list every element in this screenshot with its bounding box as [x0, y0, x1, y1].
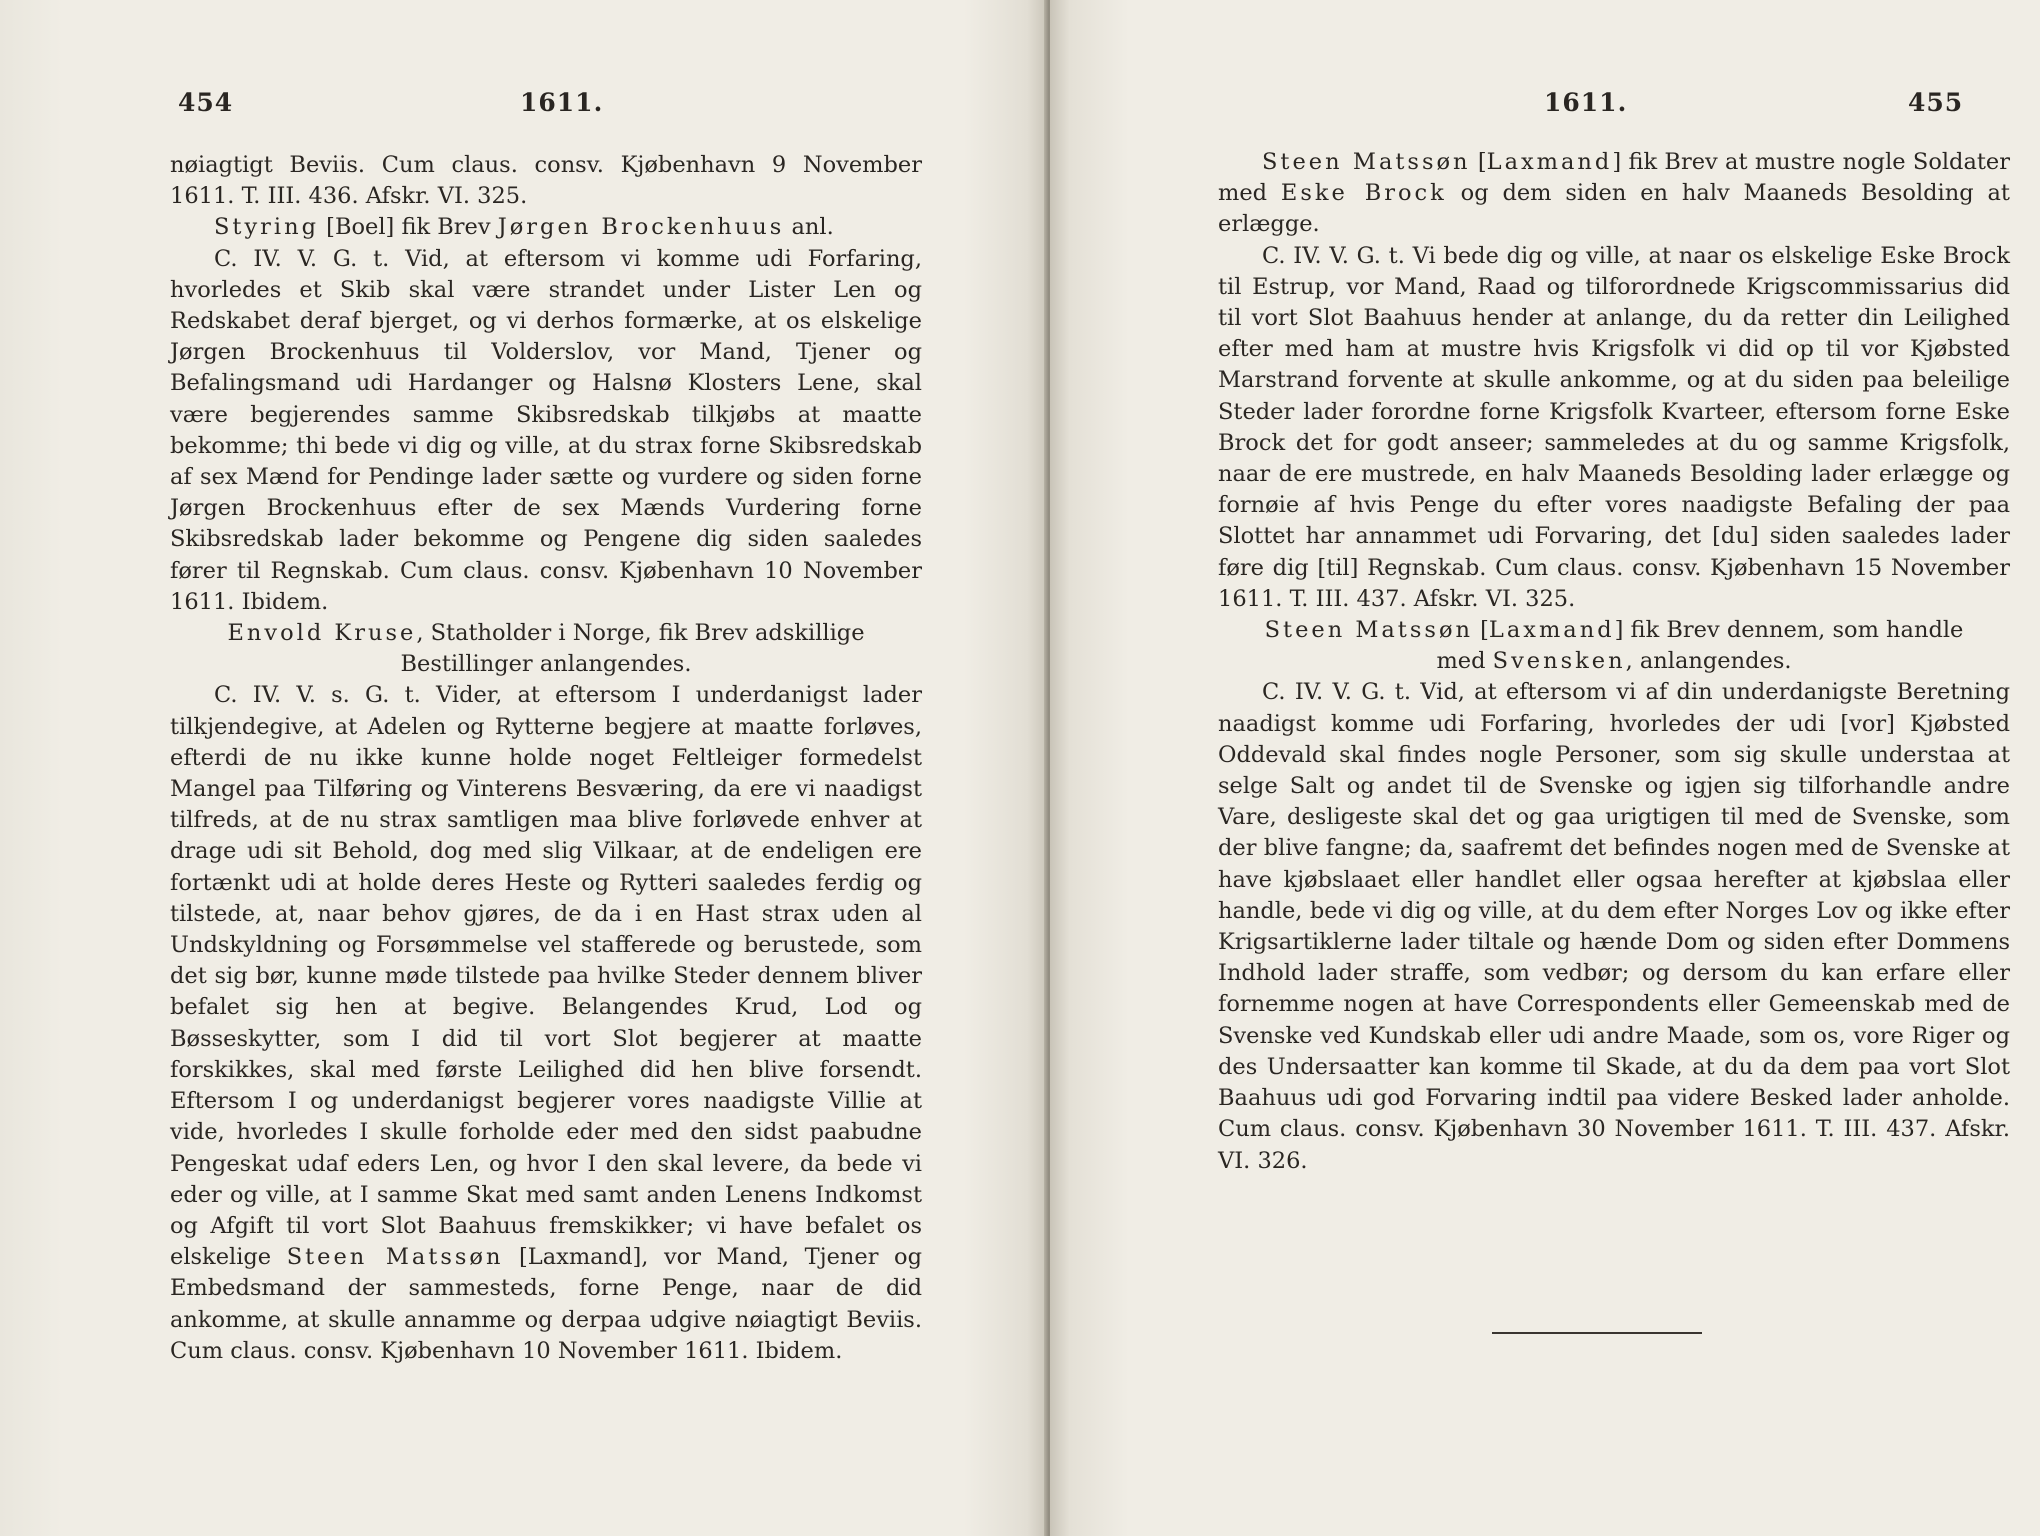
- entry-heading: Steen Matssøn [Laxmand] fik Brev dennem, som handle med Svensken, anlangendes.: [1264, 617, 1964, 675]
- right-page-text: [1218, 147, 2010, 1177]
- continuation-paragraph: nøiagtigt Beviis. Cum claus. consv. Kjøbenhavn 9 November 1611. T. III. 436. Afskr. VI. 325.: [170, 152, 922, 210]
- left-page-text: [170, 150, 922, 1367]
- entry-body: C. IV. V. G. t. Vid, at eftersom vi af din underdanigste Beretning naadigst komme udi Forfaring, hvorledes der udi [vor] Kjøbsted Oddevald skal findes nogle Personer, som sig skulle understaa at selge Salt og andet til de Svenske og igjen sig tilforhandle andre Vare, desligeste skal det og gaa urigtigen til med de Svenske, som der blive fangne; da, saafremt det befindes nogen med de Svenske at have kjøbslaaet eller handlet eller ogsaa herefter at kjøbslaa eller handle, bede vi dig og ville, at du dem efter Norges Lov og ikke efter Krigsartiklerne lader tiltale og hænde Dom og siden efter Dommens Indhold lader straffe, som vedbør; og dersom du kan erfare eller fornemme nogen at have Correspondents eller Gemeenskab med de Svenske ved Kundskab eller udi andre Maade, som os, vore Riger og des Undersaatter kan komme til Skade, at du da dem paa vort Slot Baahuus udi god Forvaring indtil paa videre Besked lader anholde. Cum claus. consv. Kjøbenhavn 30 November 1611. T. III. 437. Afskr. VI. 326.: [1218, 679, 2010, 1174]
- running-year-right: 1611.: [1544, 88, 1628, 117]
- entry-name: Steen Matssøn: [286, 1244, 504, 1271]
- running-year-left: 1611.: [520, 88, 604, 117]
- entry-name: Envold Kruse: [227, 620, 417, 647]
- entry-name: Eske Brock: [1280, 180, 1447, 207]
- page-number-right: 455: [1908, 88, 1964, 117]
- entry-heading: Steen Matssøn [Laxmand] fik Brev at mustre nogle Soldater med Eske Brock og dem siden en halv Maaneds Besolding at erlægge.: [1218, 149, 2010, 238]
- entry-name: Steen Matssøn: [1262, 149, 1471, 175]
- right-page: [1050, 0, 2040, 1536]
- entry-name: Svensken: [1492, 648, 1626, 675]
- entry-name: Styring: [214, 214, 320, 241]
- entry-body: C. IV. V. G. t. Vid, at eftersom vi komme udi Forfaring, hvorledes et Skib skal være strandet under Lister Len og Redskabet deraf bjerget, og vi derhos formærke, at os elskelige Jørgen Brockenhuus til Volderslov, vor Mand, Tjener og Befalingsmand udi Hardanger og Halsnø Klosters Lene, skal være begjerendes samme Skibsredskab tilkjøbs at maatte bekomme; thi bede vi dig og ville, at du strax forne Skibsredskab af sex Mænd for Pendinge lader sætte og vurdere og siden forne Jørgen Brockenhuus efter de sex Mænds Vurdering forne Skibsredskab lader bekomme og Pengene dig siden saaledes fører til Regnskab. Cum claus. consv. Kjøbenhavn 10 November 1611. Ibidem.: [170, 245, 922, 615]
- entry-body: C. IV. V. s. G. t. Vider, at eftersom I underdanigst lader tilkjendegive, at Adelen og Rytterne begjere at maatte forløves, efterdi de nu ikke kunne holde noget Feltleiger formedelst Mangel paa Tilføring og Vinterens Besværing, da ere vi naadigst tilfreds, at de nu strax samtligen maa blive forløvede enhver at drage udi sit Behold, dog med slig Vilkaar, at de endeligen ere fortænkt udi at holde deres Heste og Rytteri saaledes ferdig og tilstede, at, naar behov gjøres, de da i en Hast strax uden al Undskyldning og Forsømmelse vel stafferede og berustede, som det sig bør, kunne møde tilstede paa hvilke Steder dennem bliver befalet sig hen at begive. Belangendes Krud, Lod og Bøsseskytter, som I did til vort Slot begjerer at maatte forskikkes, skal med første Leilighed did hen blive forsendt. Eftersom I og underdanigst begjerer vores naadigste Villie at vide, hvorledes I skulle forholde eder med den sidst paabudne Pengeskat udaf eders Len, og hvor I den skal levere, da bede vi eder og ville, at I samme Skat med samt anden Lenens Indkomst og Afgift til vort Slot Baahuus fremskikker; vi have befalet os elskelige Steen Matssøn [Laxmand], vor Mand, Tjener og Embedsmand der sammesteds, forne Penge, naar de did ankomme, at skulle annamme og derpaa udgive nøiagtigt Beviis. Cum claus. consv. Kjøbenhavn 10 November 1611. Ibidem.: [170, 682, 922, 1364]
- entry-heading: Envold Kruse, Statholder i Norge, fik Brev adskillige Bestillinger anlangendes.: [227, 620, 865, 678]
- page-number-left: 454: [178, 88, 234, 117]
- entry-name: Steen Matssøn: [1264, 617, 1473, 644]
- entry-body: C. IV. V. G. t. Vi bede dig og ville, at naar os elskelige Eske Brock til Estrup, vor Mand, Raad og tilforordnede Krigscommissarius did til vort Slot Baahuus hender at anlange, du da retter din Leilighed efter med ham at mustre hvis Krigsfolk vi did op til vor Kjøbsted Marstrand forvente at skulle ankomme, og at du siden paa beleilige Steder lader forordne forne Krigsfolk Kvarteer, eftersom forne Eske Brock det for godt anseer; sammeledes at du og samme Krigsfolk, naar de ere mustrede, en halv Maaneds Besolding lader erlægge og fornøie af hvis Penge du efter vores naadigste Befaling der paa Slottet har annammet udi Forvaring, det [du] siden saaledes lader føre dig [til] Regnskab. Cum claus. consv. Kjøbenhavn 15 November 1611. T. III. 437. Afskr. VI. 325.: [1218, 242, 2010, 612]
- section-divider-rule: [1492, 1332, 1702, 1334]
- entry-name: Jørgen Brockenhuus: [497, 214, 785, 241]
- entry-heading: Styring [Boel] fik Brev Jørgen Brockenhuus anl.: [214, 214, 834, 241]
